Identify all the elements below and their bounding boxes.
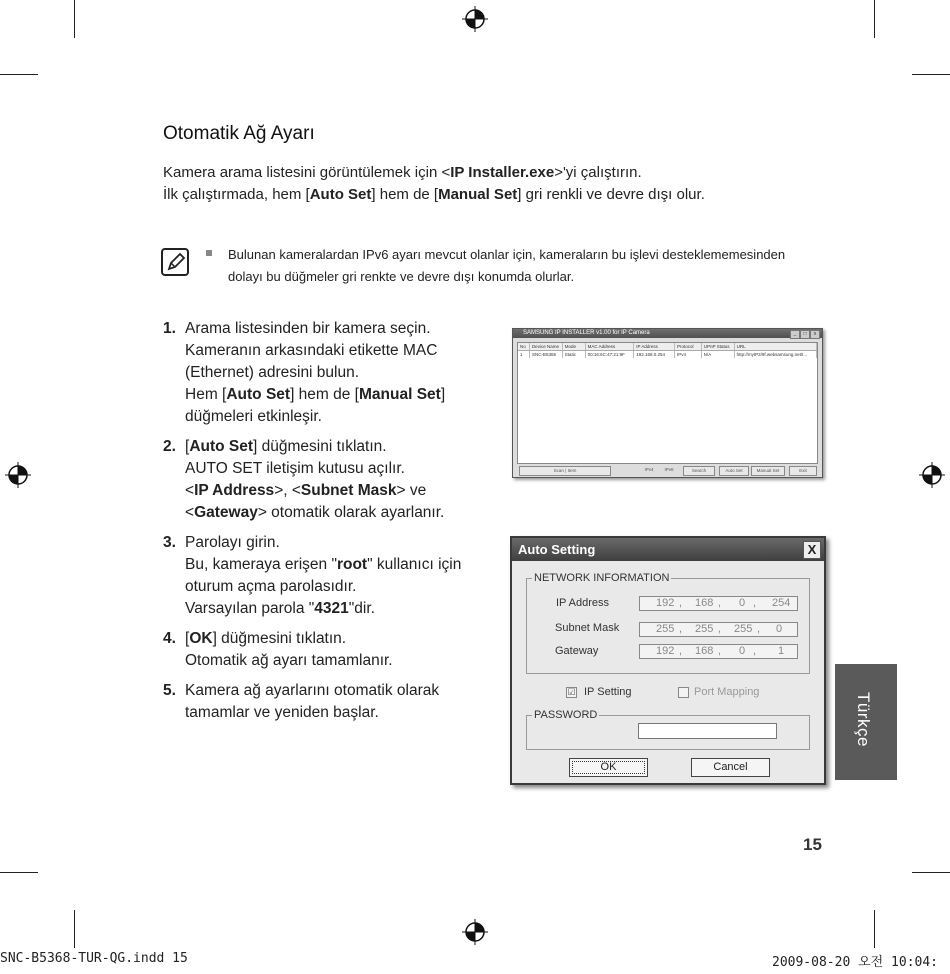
crop-mark (0, 74, 38, 75)
step-text: > otomatik olarak ayarlanır. (257, 504, 445, 521)
step-text: Hem [ (185, 386, 227, 403)
ip-address-label: IP Address (556, 597, 609, 609)
cancel-button[interactable]: Cancel (691, 758, 770, 777)
step-bold: root (336, 556, 368, 573)
step-bold: Gateway (194, 504, 258, 521)
step-number: 5. (163, 682, 176, 699)
port-mapping-checkbox[interactable] (678, 687, 689, 698)
step-text: ] düğmesini tıklatın. (253, 438, 387, 455)
ip-setting-label: IP Setting (584, 686, 632, 698)
ip-setting-checkbox[interactable]: ☑ (567, 687, 576, 697)
column-header[interactable]: Device Name (530, 343, 563, 350)
table-cell: 1 (518, 351, 530, 358)
crop-mark (874, 0, 875, 38)
step-bold: Auto Set (226, 386, 291, 403)
port-mapping-label: Port Mapping (694, 686, 760, 698)
column-header[interactable]: UPnP Status (702, 343, 735, 350)
intro-line-2 (163, 184, 803, 206)
intro-text-part: >'yi çalıştırın. (554, 164, 642, 181)
column-header[interactable]: No (518, 343, 530, 350)
ip-octet: 0 (776, 623, 783, 635)
note-bullet (206, 250, 212, 256)
ip-octet: 0 (739, 645, 746, 657)
ip-octet: 192 (656, 597, 675, 609)
step-1 (163, 318, 493, 428)
close-icon[interactable]: X (803, 541, 821, 559)
step-number: 3. (163, 534, 176, 551)
step-bold: Manual Set (359, 386, 441, 403)
ip-address-field[interactable]: 192 , 168 , 0 , 254 (639, 596, 798, 611)
table-cell: N/A (702, 351, 735, 358)
group-label: NETWORK INFORMATION (534, 572, 670, 584)
step-bold: OK (189, 630, 213, 647)
dialog-title: Auto Setting (518, 542, 596, 557)
table-row[interactable] (518, 351, 817, 358)
step-line (185, 502, 493, 524)
step-text: Bu, kameraya erişen " (185, 556, 337, 573)
crop-mark (874, 910, 875, 948)
step-2 (163, 436, 493, 524)
step-text: [ (185, 630, 190, 647)
ip-octet: 255 (734, 623, 753, 635)
step-bold: 4321 (314, 600, 349, 617)
step-5 (163, 680, 493, 724)
dialog-title-bar (512, 538, 824, 561)
step-text: ] hem de [ (290, 386, 359, 403)
step-bold: Subnet Mask (300, 482, 397, 499)
language-tab (835, 664, 897, 780)
steps-list (163, 318, 493, 732)
step-4 (163, 628, 493, 672)
table-cell: IPv4 (675, 351, 702, 358)
column-header[interactable]: Mode (563, 343, 586, 350)
step-text: [ (185, 438, 190, 455)
gateway-label: Gateway (555, 645, 599, 657)
exit-button[interactable]: Exit (789, 466, 817, 476)
step-line: oturum açma parolasıdır. (185, 578, 357, 595)
step-number: 4. (163, 630, 176, 647)
step-line: (Ethernet) adresini bulun. (185, 364, 360, 381)
step-line: tamamlar ve yeniden başlar. (185, 704, 379, 721)
footer-filename: SNC-B5368-TUR-QG.indd 15 (0, 951, 188, 966)
registration-mark-icon (918, 461, 946, 489)
step-text: < (185, 504, 195, 521)
device-list-header (518, 343, 817, 351)
step-line: Kamera ağ ayarlarını otomatik olarak (185, 682, 440, 699)
registration-mark-icon (4, 461, 32, 489)
crop-mark (74, 910, 75, 948)
password-input[interactable] (638, 723, 777, 739)
table-cell: 192.168.0.254 (634, 351, 675, 358)
intro-text-part: İlk çalıştırmada, hem [ (163, 186, 310, 203)
step-text: ] (440, 386, 446, 403)
step-line (185, 628, 493, 650)
step-text: > ve (396, 482, 427, 499)
auto-set-button[interactable]: Auto Set (719, 466, 749, 476)
note-pencil-icon (160, 247, 190, 277)
language-tab-label: Türkçe (854, 692, 873, 747)
ip-octet: 168 (695, 645, 714, 657)
ip-octet: 192 (656, 645, 675, 657)
intro-line-1 (163, 162, 803, 184)
crop-mark (912, 872, 950, 873)
page-number: 15 (803, 835, 822, 854)
crop-mark (74, 0, 75, 38)
maximize-icon[interactable]: □ (800, 330, 810, 339)
step-line: AUTO SET iletişim kutusu açılır. (185, 460, 405, 477)
ok-button[interactable]: OK (569, 758, 648, 777)
table-cell: Static (563, 351, 586, 358)
close-icon[interactable]: x (810, 330, 820, 339)
device-list[interactable] (517, 342, 818, 464)
ipv4-checkbox[interactable]: IPv4 (644, 467, 654, 472)
step-text: Varsayılan parola " (185, 600, 315, 617)
table-cell: http://myIP2/9f.websamsung.net/I... (735, 351, 817, 358)
intro-bold: Manual Set (438, 186, 518, 203)
step-line: Kameranın arkasındaki etikette MAC (185, 342, 438, 359)
ip-octet: 0 (739, 597, 746, 609)
auto-setting-dialog (510, 536, 826, 785)
column-header[interactable]: MAC Address (586, 343, 635, 350)
subnet-mask-label: Subnet Mask (555, 622, 620, 634)
ip-octet: 255 (656, 623, 675, 635)
step-line: Otomatik ağ ayarı tamamlanır. (185, 652, 393, 669)
step-3 (163, 532, 493, 620)
note-text: Bulunan kameralardan IPv6 ayarı mevcut olanlar için, kameraların bu işlevi desteklememesinden dolayı bu düğmeler gri renkte ve devre dışı konumda olurlar. (228, 247, 786, 284)
installer-title: SAMSUNG IP INSTALLER v1.00 for IP Camera (523, 330, 650, 336)
column-header[interactable]: URL (735, 343, 817, 350)
step-line (185, 554, 493, 576)
column-header[interactable]: IP Address (634, 343, 675, 350)
step-text: "dir. (348, 600, 375, 617)
step-text: ] düğmesini tıklatın. (212, 630, 347, 647)
step-bold: Auto Set (189, 438, 254, 455)
step-line (185, 384, 493, 406)
registration-mark-icon (461, 918, 489, 946)
ip-octet: 1 (778, 645, 785, 657)
group-label: PASSWORD (534, 709, 598, 721)
minimize-icon[interactable]: _ (790, 330, 800, 339)
registration-mark-icon (461, 5, 489, 33)
step-line (185, 480, 493, 502)
ip-octet: 254 (772, 597, 791, 609)
intro-text-part: Kamera arama listesini görüntülemek için < (163, 164, 451, 181)
step-line: Arama listesinden bir kamera seçin. (185, 320, 431, 337)
intro-text-part: ] gri renkli ve devre dışı olur. (517, 186, 705, 203)
step-line (185, 436, 493, 458)
gateway-field[interactable]: 192 , 168 , 0 , 1 (639, 644, 798, 659)
search-button[interactable]: Search (683, 466, 715, 476)
ip-octet: 255 (695, 623, 714, 635)
footer-timestamp: 2009-08-20 오전 10:04: (772, 955, 938, 970)
step-number: 1. (163, 320, 176, 337)
intro-bold: Auto Set (309, 186, 372, 203)
step-line: Parolayı girin. (185, 534, 280, 551)
intro-text (163, 162, 803, 206)
step-text: " kullanıcı için (367, 556, 462, 573)
manual-set-button[interactable]: Manual Set (751, 466, 785, 476)
step-line (185, 598, 493, 620)
step-text: < (185, 482, 195, 499)
installer-window-screenshot (512, 328, 823, 478)
scan-status: Scan | Item (519, 466, 611, 476)
ipv6-checkbox[interactable]: IPv6 (664, 467, 674, 472)
table-cell: SNC-B5368 (530, 351, 563, 358)
section-title: Otomatik Ağ Ayarı (163, 123, 315, 144)
table-cell: 00:16:6C:47:21:9F (586, 351, 635, 358)
step-number: 2. (163, 438, 176, 455)
crop-mark (0, 872, 38, 873)
step-bold: IP Address (194, 482, 275, 499)
ip-octet: 168 (695, 597, 714, 609)
crop-mark (912, 74, 950, 75)
step-text: >, < (274, 482, 301, 499)
installer-title-bar (513, 329, 822, 338)
column-header[interactable]: Protocol (675, 343, 702, 350)
intro-bold: IP Installer.exe (450, 164, 555, 181)
intro-text-part: ] hem de [ (371, 186, 439, 203)
subnet-mask-field[interactable]: 255 , 255 , 255 , 0 (639, 622, 798, 637)
step-line: düğmeleri etkinleşir. (185, 408, 322, 425)
